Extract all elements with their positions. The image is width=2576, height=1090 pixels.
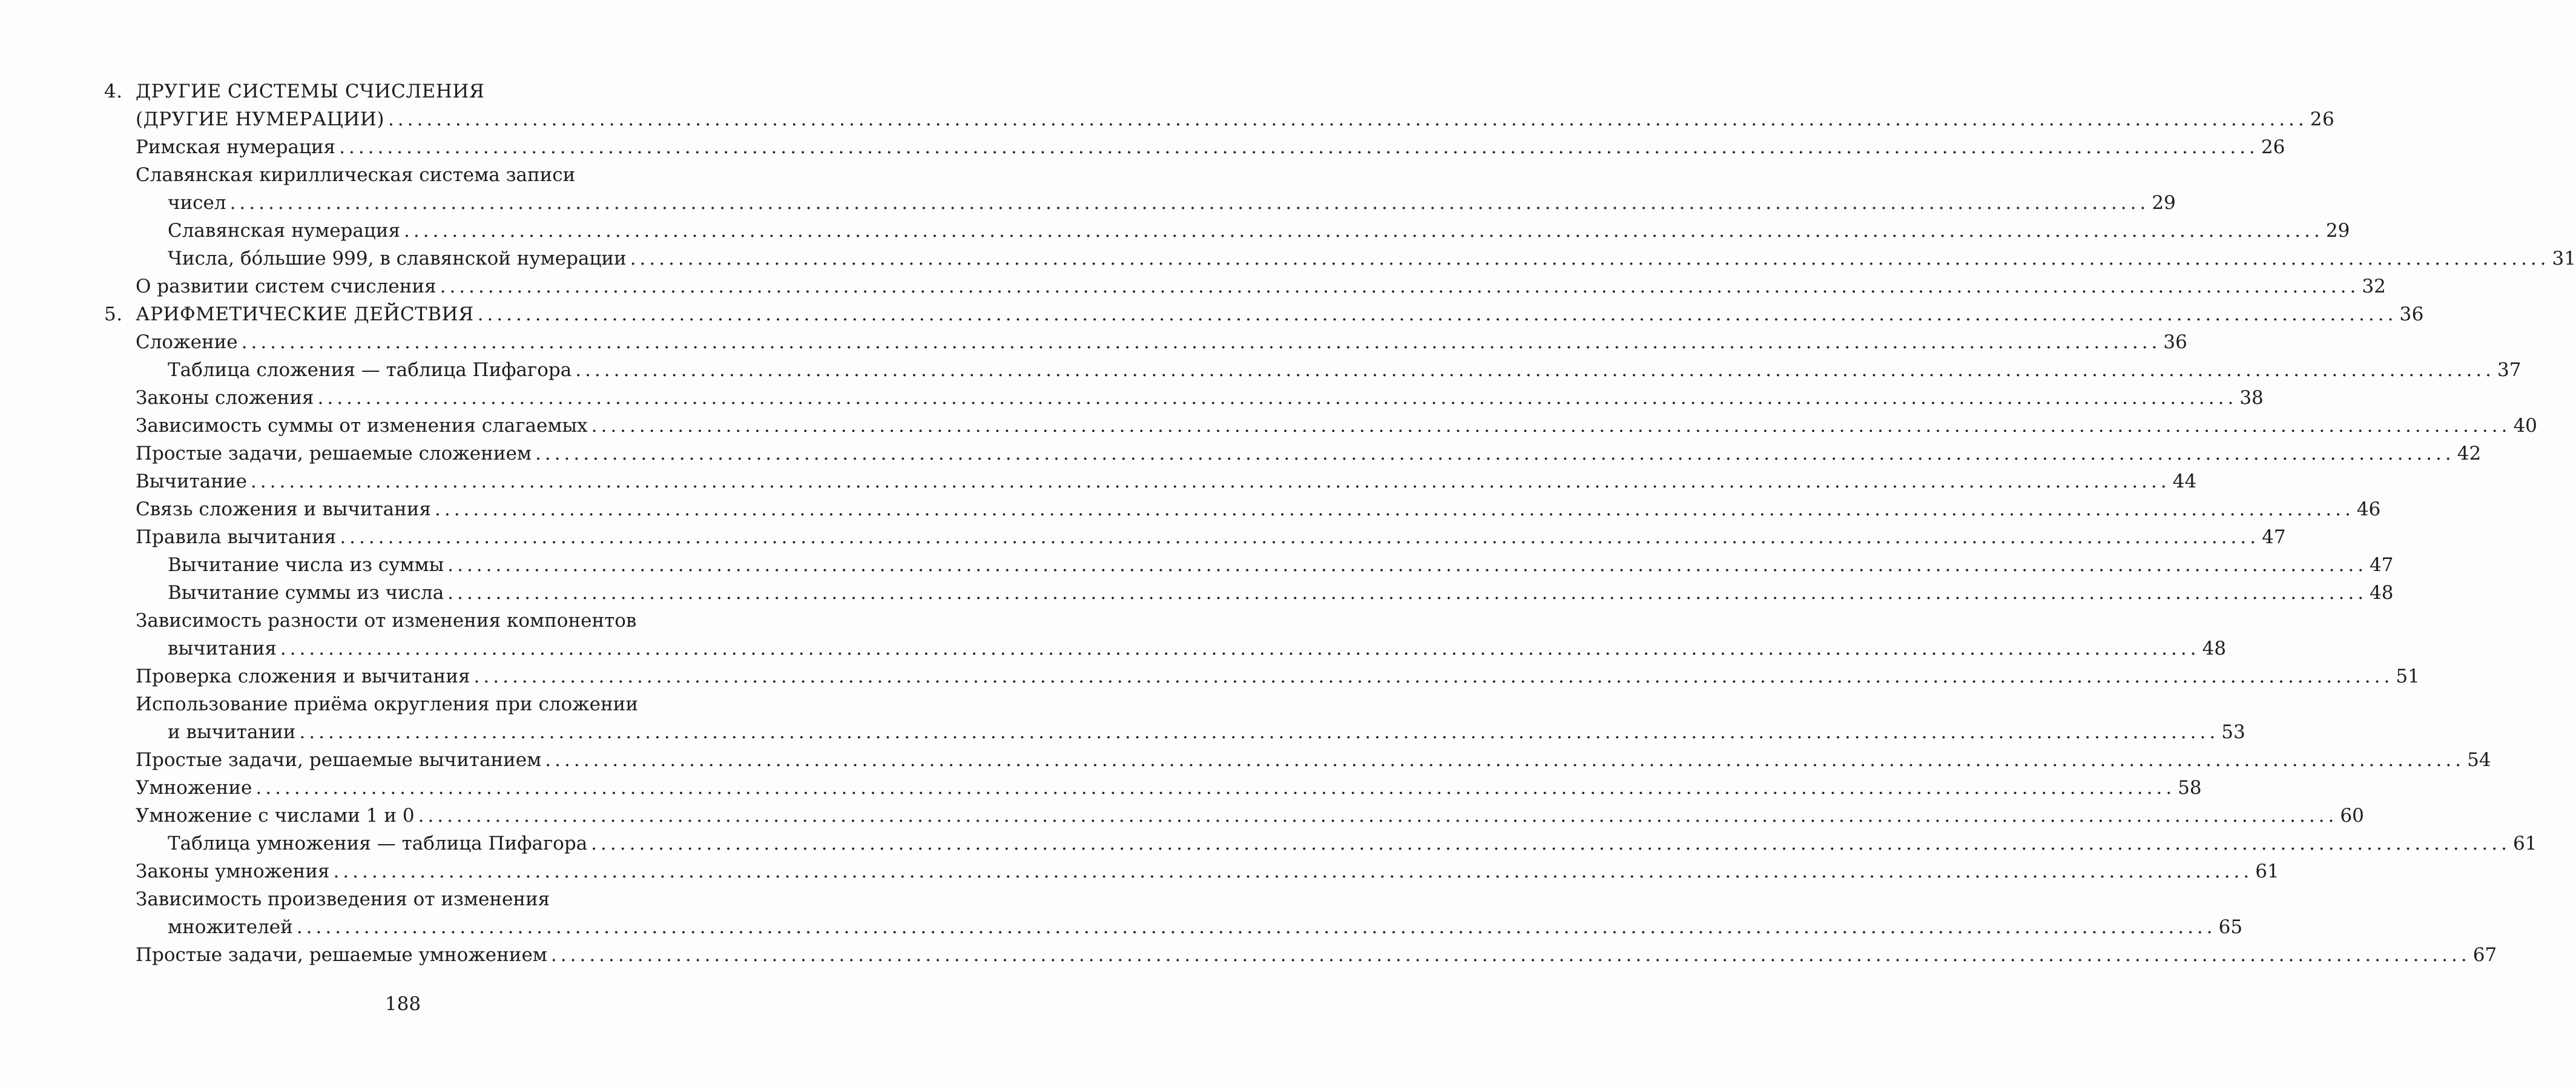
dot-leader: ........................................................................................................................................................................................................	[545, 749, 2465, 771]
toc-entry	[104, 523, 2286, 551]
toc-entry	[104, 662, 2420, 690]
dot-leader: ........................................................................................................................................................................................................	[473, 666, 2394, 687]
toc-entry-continuation	[104, 718, 2245, 746]
toc-entry-page: 60	[2340, 805, 2364, 827]
toc-entry-page: 58	[2178, 777, 2202, 799]
toc-entry	[104, 857, 2279, 885]
dot-leader: ........................................................................................................................................................................................................	[440, 276, 2360, 297]
toc-entry-title: Сложение	[136, 331, 238, 353]
dot-leader: ........................................................................................................................................................................................................	[418, 805, 2338, 827]
dot-leader: ........................................................................................................................................................................................................	[317, 387, 2238, 409]
toc-entry-title: Законы умножения	[136, 860, 330, 882]
toc-entry	[104, 802, 2364, 830]
toc-entry-page: 61	[2512, 833, 2537, 854]
dot-leader: ........................................................................................................................................................................................................	[296, 916, 2216, 938]
toc-entry	[104, 78, 772, 105]
dot-leader: ........................................................................................................................................................................................................	[435, 498, 2354, 520]
toc-entry	[104, 161, 772, 189]
toc-entry-page: 54	[2467, 749, 2491, 771]
toc-entry-page: 26	[2261, 136, 2285, 158]
dot-leader: ........................................................................................................................................................................................................	[340, 526, 2260, 548]
toc-entry-title: Таблица сложения — таблица Пифагора	[168, 359, 572, 381]
toc-entry-title: Использование приёма округления при сложении	[136, 693, 639, 715]
toc-entry	[104, 133, 2285, 161]
dot-leader: ........................................................................................................................................................................................................	[299, 721, 2219, 743]
toc-entry-page: 65	[2218, 916, 2243, 938]
toc-entry-title: Умножение	[136, 777, 252, 799]
toc-entry-page: 44	[2172, 471, 2197, 492]
toc-entry	[104, 272, 2386, 300]
dot-leader: ........................................................................................................................................................................................................	[630, 248, 2550, 269]
toc-entry-title: АРИФМЕТИЧЕСКИЕ ДЕЙСТВИЯ	[136, 303, 474, 325]
toc-entry	[104, 941, 2497, 969]
toc-entry-title-continuation: множителей	[168, 916, 293, 938]
toc-entry-title-continuation: чисел	[168, 192, 226, 214]
toc-entry-title: Таблица умножения — таблица Пифагора	[168, 833, 588, 854]
toc-entry-title: Римская нумерация	[136, 136, 336, 158]
toc-entry-page: 37	[2497, 359, 2522, 381]
toc-entry-title: Простые задачи, решаемые вычитанием	[136, 749, 542, 771]
toc-entry	[104, 467, 2197, 495]
toc-entry-page: 32	[2362, 276, 2386, 297]
toc-entry-title: Простые задачи, решаемые сложением	[136, 443, 532, 464]
toc-entry	[104, 328, 2187, 356]
toc-entry	[104, 885, 772, 913]
toc-entry-page: 61	[2255, 860, 2279, 882]
toc-entry	[104, 495, 2381, 523]
toc-entry-title: Славянская кириллическая система записи	[136, 164, 576, 186]
toc-entry-page: 38	[2239, 387, 2264, 409]
toc-entry-page: 36	[2163, 331, 2187, 353]
toc-entry-continuation	[104, 105, 2335, 133]
toc-entry-page: 42	[2457, 443, 2482, 464]
table-of-contents	[104, 78, 2576, 969]
dot-leader: ........................................................................................................................................................................................................	[250, 471, 2170, 492]
toc-entry-page: 26	[2310, 108, 2335, 130]
dot-leader: ........................................................................................................................................................................................................	[404, 220, 2324, 242]
dot-leader: ........................................................................................................................................................................................................	[255, 777, 2176, 799]
toc-entry	[104, 245, 2576, 272]
dot-leader: ........................................................................................................................................................................................................	[447, 582, 2368, 604]
toc-entry-title: Связь сложения и вычитания	[136, 498, 431, 520]
toc-entry-title: Вычитание числа из суммы	[168, 554, 444, 576]
toc-entry-page: 36	[2399, 303, 2424, 325]
toc-entry-title: Умножение с числами 1 и 0	[136, 805, 415, 827]
dot-leader: ........................................................................................................................................................................................................	[333, 860, 2253, 882]
dot-leader: ........................................................................................................................................................................................................	[280, 638, 2200, 659]
toc-entry	[104, 551, 2394, 579]
dot-leader: ........................................................................................................................................................................................................	[387, 108, 2308, 130]
toc-entry-title-continuation: (ДРУГИЕ НУМЕРАЦИИ)	[136, 108, 384, 130]
dot-leader: ........................................................................................................................................................................................................	[339, 136, 2259, 158]
toc-entry-page: 48	[2202, 638, 2227, 659]
dot-leader: ........................................................................................................................................................................................................	[575, 359, 2495, 381]
toc-entry-title: ДРУГИЕ СИСТЕМЫ СЧИСЛЕНИЯ	[136, 81, 485, 102]
dot-leader: ........................................................................................................................................................................................................	[447, 554, 2368, 576]
toc-entry-page: 29	[2152, 192, 2176, 214]
dot-leader: ........................................................................................................................................................................................................	[550, 944, 2471, 966]
toc-entry-number: 4.	[104, 81, 123, 102]
toc-entry-title: Вычитание	[136, 471, 247, 492]
toc-entry-page: 53	[2221, 721, 2245, 743]
dot-leader: ........................................................................................................................................................................................................	[229, 192, 2150, 214]
page-number: 188	[384, 993, 421, 1015]
toc-entry-page: 46	[2356, 498, 2381, 520]
toc-entry-title: Вычитание суммы из числа	[168, 582, 444, 604]
toc-entry-title: Зависимость произведения от изменения	[136, 888, 550, 910]
toc-entry-title: Славянская нумерация	[168, 220, 401, 242]
toc-entry	[104, 384, 2264, 412]
toc-entry-page: 40	[2513, 415, 2537, 437]
toc-entry	[104, 300, 2424, 328]
toc-entry-title: Правила вычитания	[136, 526, 337, 548]
toc-entry-title: Зависимость разности от изменения компонентов	[136, 610, 637, 632]
toc-entry-number: 5.	[104, 303, 123, 325]
toc-entry-page: 47	[2370, 554, 2394, 576]
toc-entry-page: 47	[2262, 526, 2286, 548]
dot-leader: ........................................................................................................................................................................................................	[591, 415, 2511, 437]
toc-entry	[104, 607, 772, 635]
dot-leader: ........................................................................................................................................................................................................	[535, 443, 2455, 464]
toc-entry-page: 51	[2396, 666, 2420, 687]
toc-entry-page: 67	[2472, 944, 2497, 966]
toc-entry-continuation	[104, 189, 2176, 217]
toc-entry-title-continuation: и вычитании	[168, 721, 296, 743]
toc-entry-title: Проверка сложения и вычитания	[136, 666, 470, 687]
toc-entry-title-continuation: вычитания	[168, 638, 277, 659]
toc-entry	[104, 579, 2394, 607]
toc-entry-title: Зависимость суммы от изменения слагаемых	[136, 415, 588, 437]
toc-entry	[104, 690, 772, 718]
dot-leader: ........................................................................................................................................................................................................	[477, 303, 2397, 325]
toc-entry-page: 48	[2370, 582, 2394, 604]
toc-entry	[104, 774, 2202, 802]
toc-entry	[104, 440, 2482, 467]
toc-entry-title: Законы сложения	[136, 387, 314, 409]
toc-entry	[104, 217, 2350, 245]
toc-entry-title: Числа, бóльшие 999, в славянской нумерации	[168, 248, 627, 269]
toc-entry-title: Простые задачи, решаемые умножением	[136, 944, 547, 966]
dot-leader: ........................................................................................................................................................................................................	[241, 331, 2161, 353]
toc-entry	[104, 412, 2537, 440]
toc-entry-page: 29	[2325, 220, 2350, 242]
toc-entry-title: О развитии систем счисления	[136, 276, 436, 297]
toc-entry	[104, 830, 2537, 857]
toc-entry	[104, 746, 2491, 774]
toc-entry-continuation	[104, 913, 2243, 941]
dot-leader: ........................................................................................................................................................................................................	[591, 833, 2511, 854]
toc-entry	[104, 356, 2522, 384]
toc-entry-page: 31	[2552, 248, 2576, 269]
toc-entry-continuation	[104, 635, 2227, 662]
